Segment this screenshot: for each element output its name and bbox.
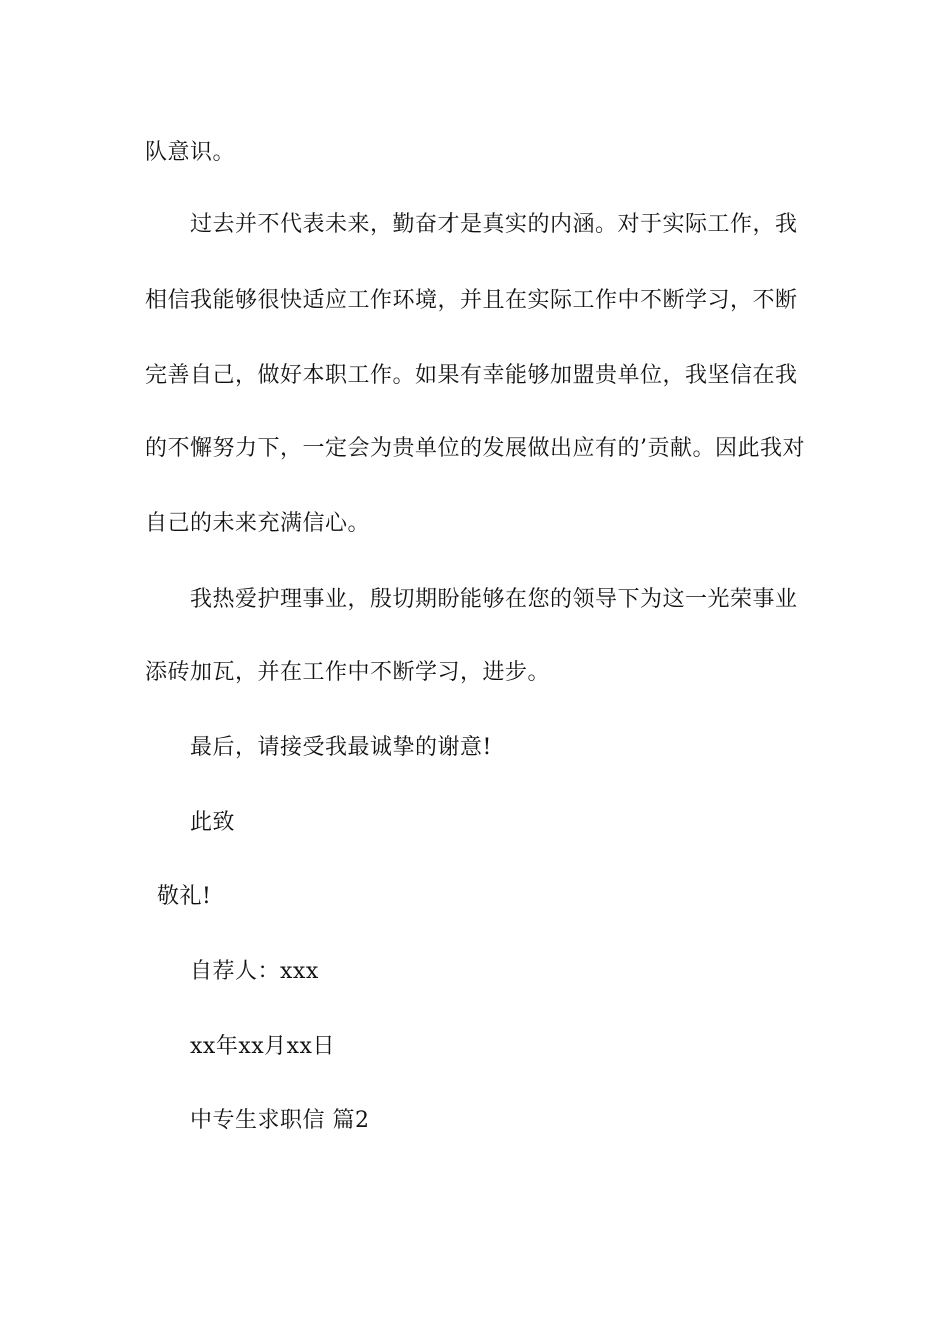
section-heading-part-2: 中专生求职信 篇2: [190, 1108, 370, 1133]
closing-cizhi: 此致: [190, 810, 236, 835]
paragraph-past-line-5: 自己的未来充满信心。: [145, 511, 371, 536]
signature-date: xx年xx月xx日: [190, 1034, 335, 1059]
closing-thanks: 最后，请接受我最诚挚的谢意!: [190, 735, 492, 760]
closing-salute: 敬礼!: [157, 884, 212, 909]
paragraph-past-line-1: 过去并不代表未来，勤奋才是真实的内涵。对于实际工作，我: [190, 212, 798, 237]
paragraph-past-line-2: 相信我能够很快适应工作环境，并且在实际工作中不断学习，不断: [145, 288, 798, 313]
signature-author: 自荐人：xxx: [190, 959, 319, 984]
paragraph-past-line-3: 完善自己，做好本职工作。如果有幸能够加盟贵单位，我坚信在我: [145, 363, 798, 388]
paragraph-past-line-4: 的不懈努力下，一定会为贵单位的发展做出应有的’贡献。因此我对: [145, 436, 805, 461]
text-line-team-awareness: 队意识。: [145, 140, 236, 165]
paragraph-nursing-line-2: 添砖加瓦，并在工作中不断学习，进步。: [145, 660, 551, 685]
paragraph-nursing-line-1: 我热爱护理事业，殷切期盼能够在您的领导下为这一光荣事业: [190, 587, 798, 612]
